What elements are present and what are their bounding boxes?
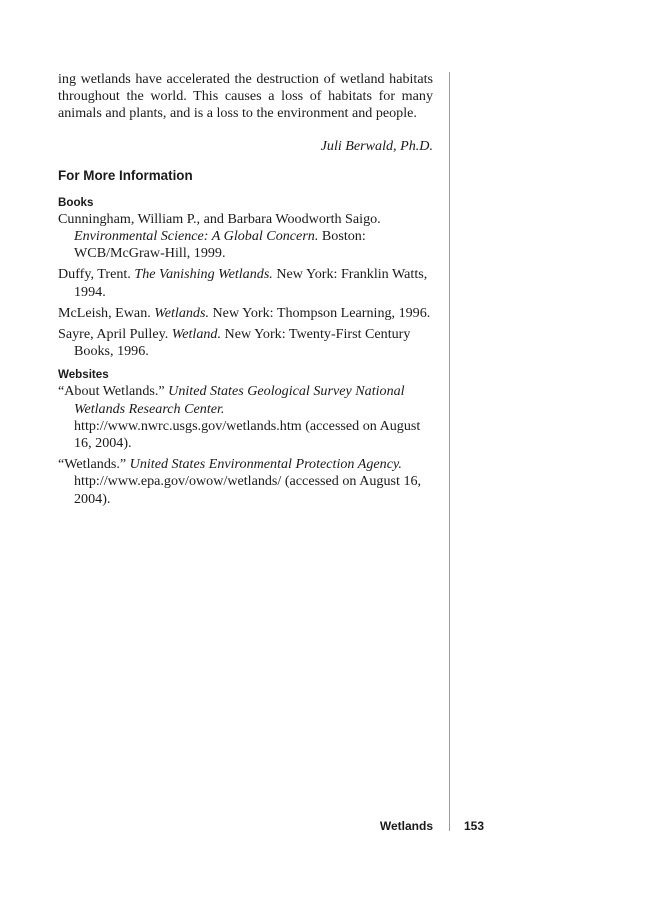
websites-list — [58, 383, 433, 507]
book-publication: New York: Twenty-First Century Books, 1996. — [74, 326, 411, 360]
website-entry — [58, 383, 434, 452]
website-name: “Wetlands.” — [58, 456, 130, 473]
book-title: Wetland. — [171, 326, 221, 343]
section-heading-more-info: For More Information — [58, 167, 193, 183]
book-author: McLeish, Ewan. — [58, 304, 155, 321]
footer-running-title: Wetlands — [379, 819, 433, 833]
subheading-books: Books — [58, 195, 94, 209]
book-entry — [58, 305, 434, 322]
body-paragraph: ing wetlands have accelerated the destruction of wetland habitats throughout the world. This causes a loss of habitats for many animals and plants, and is a loss to the environment and people. — [58, 71, 433, 122]
website-publisher: United States Geological Survey National Wetlands Research Center. — [74, 383, 405, 417]
footer-page-number: 153 — [464, 819, 485, 833]
book-title: Wetlands. — [154, 304, 209, 321]
article-author: Juli Berwald, Ph.D. — [320, 137, 433, 154]
book-author: Cunningham, William P., and Barbara Woodworth Saigo. — [58, 210, 381, 227]
book-publication: New York: Thompson Learning, 1996. — [208, 304, 431, 321]
book-publication: Boston: WCB/McGraw-Hill, 1999. — [74, 228, 366, 262]
page-content — [58, 71, 433, 512]
book-publication: New York: Franklin Watts, 1994. — [74, 266, 428, 300]
website-url: http://www.epa.gov/owow/wetlands/ (accessed on August 16, 2004). — [74, 473, 422, 507]
books-list — [58, 211, 433, 361]
book-title: The Vanishing Wetlands. — [134, 266, 273, 283]
subheading-websites: Websites — [58, 368, 109, 382]
book-entry — [58, 211, 434, 263]
book-title: Environmental Science: A Global Concern. — [74, 228, 319, 245]
book-entry — [58, 266, 434, 300]
website-name: “About Wetlands.” — [58, 383, 169, 400]
book-author: Sayre, April Pulley. — [58, 326, 172, 343]
book-author: Duffy, Trent. — [58, 266, 135, 283]
website-publisher: United States Environmental Protection Agency. — [129, 456, 402, 473]
website-entry — [58, 456, 434, 508]
column-divider — [449, 72, 450, 831]
website-url: http://www.nwrc.usgs.gov/wetlands.htm (accessed on August 16, 2004). — [74, 417, 421, 452]
book-entry — [58, 326, 434, 360]
